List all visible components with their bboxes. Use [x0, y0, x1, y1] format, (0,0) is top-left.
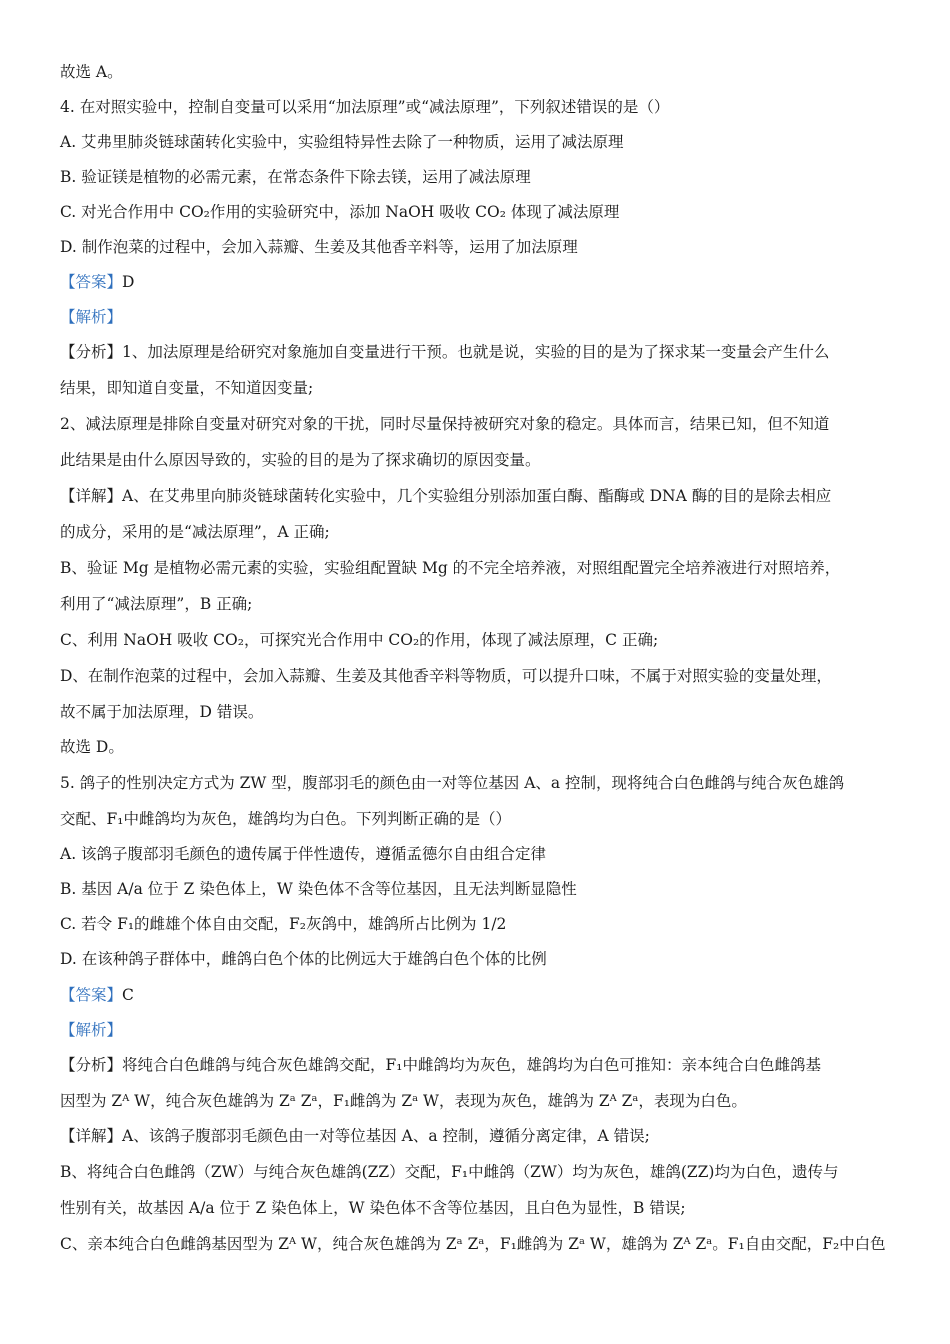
answer-line [60, 272, 895, 292]
conclusion-text: 故选 D。 [60, 738, 124, 756]
question-5-stem: 交配、F₁中雌鸽均为灰色，雄鸽均为白色。下列判断正确的是（） [60, 810, 511, 828]
detail-text: B、验证 Mg 是植物必需元素的实验，实验组配置缺 Mg 的不完全培养液，对照组配置完全培养液进行对照培养， [60, 559, 841, 577]
detail-text: B、将纯合白色雌鸽（ZW）与纯合灰色雄鸽(ZZ）交配，F₁中雌鸽（ZW）均为灰色，雄鸽(ZZ)均为白色，遗传与 [60, 1163, 839, 1181]
answer-tag: 【答案】 [60, 273, 123, 291]
detail-text: 故不属于加法原理，D 错误。 [60, 703, 264, 721]
analysis-text: 因型为 Zᴬ W，纯合灰色雄鸽为 Zᵃ Zᵃ，F₁雌鸽为 Zᵃ W，表现为灰色，雄鸽为 Zᴬ Zᵃ，表现为白色。 [60, 1092, 747, 1110]
analysis-tag: 【解析】 [60, 1021, 123, 1039]
analysis-text: 结果，即知道自变量，不知道因变量; [60, 379, 314, 397]
question-4-option-d: D. 制作泡菜的过程中，会加入蒜瓣、生姜及其他香辛料等，运用了加法原理 [60, 238, 578, 256]
analysis-line [60, 1020, 895, 1040]
text-line: 故选 A。 [60, 63, 123, 81]
detail-text: 性别有关，故基因 A/a 位于 Z 染色体上，W 染色体不含等位基因，且白色为显性，B 错误; [60, 1199, 686, 1217]
question-5-option-a: A. 该鸽子腹部羽毛颜色的遗传属于伴性遗传，遵循孟德尔自由组合定律 [60, 845, 547, 863]
detail-text: C、亲本纯合白色雌鸽基因型为 Zᴬ W，纯合灰色雄鸽为 Zᵃ Zᵃ，F₁雌鸽为 Zᵃ W，雄鸽为 Zᴬ Zᵃ。F₁自由交配，F₂中白色 [60, 1235, 886, 1253]
analysis-text: 2、减法原理是排除自变量对研究对象的干扰，同时尽量保持被研究对象的稳定。具体而言，结果已知，但不知道 [60, 415, 830, 433]
question-5-stem: 5. 鸽子的性别决定方式为 ZW 型，腹部羽毛的颜色由一对等位基因 A、a 控制，现将纯合白色雌鸽与纯合灰色雄鸽 [60, 774, 845, 792]
analysis-text: 【分析】1、加法原理是给研究对象施加自变量进行干预。也就是说，实验的目的是为了探求某一变量会产生什么 [60, 343, 830, 361]
answer-tag: 【答案】 [60, 986, 123, 1004]
detail-text: 的成分，采用的是“减法原理”，A 正确; [60, 523, 330, 541]
question-5-option-c: C. 若令 F₁的雌雄个体自由交配，F₂灰鸽中，雄鸽所占比例为 1/2 [60, 915, 507, 933]
question-5-option-b: B. 基因 A/a 位于 Z 染色体上，W 染色体不含等位基因，且无法判断显隐性 [60, 880, 577, 898]
detail-text: C、利用 NaOH 吸收 CO₂，可探究光合作用中 CO₂的作用，体现了减法原理，C 正确; [60, 631, 659, 649]
detail-text: 【详解】A、该鸽子腹部羽毛颜色由一对等位基因 A、a 控制，遵循分离定律，A 错误; [60, 1127, 650, 1145]
answer-value: C [122, 986, 134, 1004]
analysis-tag: 【解析】 [60, 308, 123, 326]
question-4-option-b: B. 验证镁是植物的必需元素，在常态条件下除去镁，运用了减法原理 [60, 168, 531, 186]
analysis-text: 此结果是由什么原因导致的，实验的目的是为了探求确切的原因变量。 [60, 451, 541, 469]
detail-text: 【详解】A、在艾弗里向肺炎链球菌转化实验中，几个实验组分别添加蛋白酶、酯酶或 DNA 酶的目的是除去相应 [60, 487, 832, 505]
answer-line [60, 985, 895, 1005]
question-4-stem: 4. 在对照实验中，控制自变量可以采用“加法原理”或“减法原理”，下列叙述错误的是（） [60, 98, 670, 116]
answer-value: D [122, 273, 135, 291]
analysis-text: 【分析】将纯合白色雌鸽与纯合灰色雄鸽交配，F₁中雌鸽均为灰色，雄鸽均为白色可推知：亲本纯合白色雌鸽基 [60, 1056, 821, 1074]
question-5-option-d: D. 在该种鸽子群体中，雌鸽白色个体的比例远大于雄鸽白色个体的比例 [60, 950, 547, 968]
detail-text: 利用了“减法原理”，B 正确; [60, 595, 253, 613]
detail-text: D、在制作泡菜的过程中，会加入蒜瓣、生姜及其他香辛料等物质，可以提升口味，不属于对照实验的变量处理， [60, 667, 832, 685]
analysis-line [60, 307, 895, 327]
question-4-option-a: A. 艾弗里肺炎链球菌转化实验中，实验组特异性去除了一种物质，运用了减法原理 [60, 133, 624, 151]
question-4-option-c: C. 对光合作用中 CO₂作用的实验研究中，添加 NaOH 吸收 CO₂ 体现了减法原理 [60, 203, 620, 221]
document-page [60, 62, 895, 1254]
